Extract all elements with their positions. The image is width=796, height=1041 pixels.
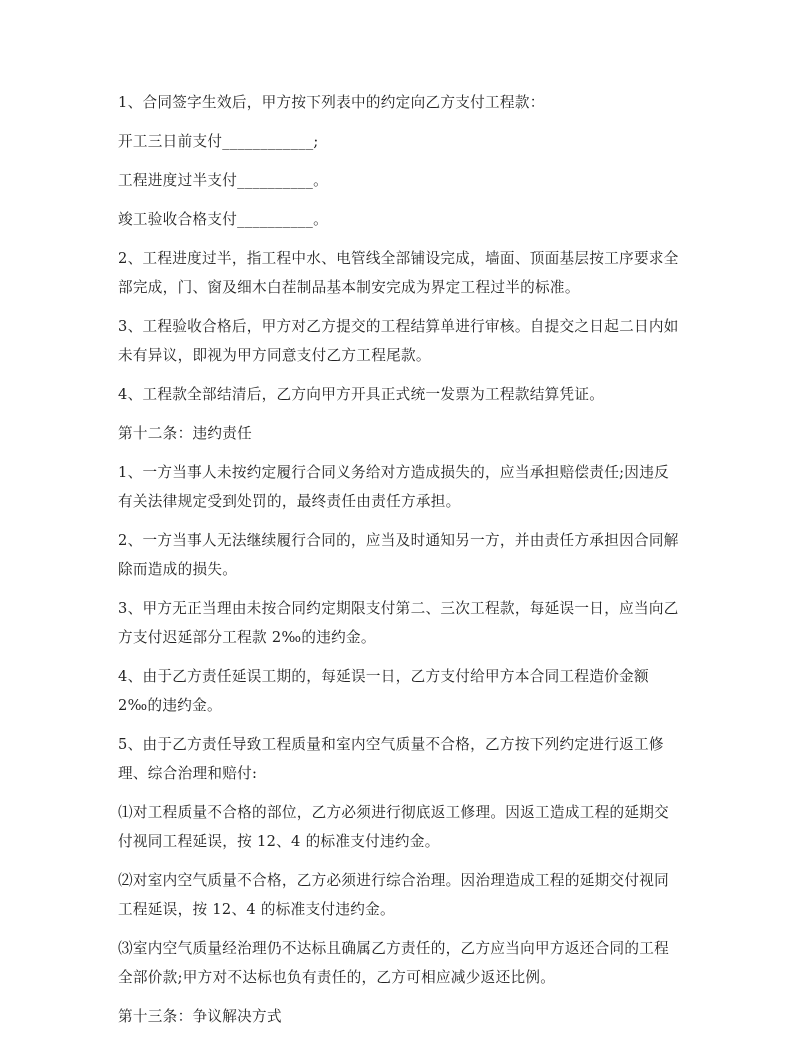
section-heading-12: 第十二条：违约责任	[118, 425, 253, 442]
liability-subclause-1: ⑴对工程质量不合格的部位，乙方必须进行彻底返工修理。因返工造成工程的延期交付视同工程延误，按 12、4 的标准支付违约金。	[118, 804, 670, 850]
liability-subclause-3: ⑶室内空气质量经治理仍不达标且确属乙方责任的，乙方应当向甲方返还合同的工程全部价款;甲方对不达标也负有责任的，乙方可相应减少返还比例。	[118, 940, 670, 986]
payment-clause-3: 3、工程验收合格后，甲方对乙方提交的工程结算单进行审核。自提交之日起二日内如未有异议，即视为甲方同意支付乙方工程尾款。	[118, 318, 679, 364]
liability-clause-5: 5、由于乙方责任导致工程质量和室内空气质量不合格，乙方按下列约定进行返工修理、综合治理和赔付:	[118, 736, 664, 782]
payment-clause-4: 4、工程款全部结清后，乙方向甲方开具正式统一发票为工程款结算凭证。	[118, 386, 605, 403]
payment-completion: 竣工验收合格支付__________。	[118, 211, 329, 228]
section-heading-13: 第十三条：争议解决方式	[118, 1008, 282, 1025]
liability-clause-4: 4、由于乙方责任延误工期的，每延误一日，乙方支付给甲方本合同工程造价金额 2‰的违约金。	[118, 668, 654, 714]
document-page	[118, 88, 683, 1041]
liability-clause-3: 3、甲方无正当理由未按合同约定期限支付第二、三次工程款，每延误一日，应当向乙方支付迟延部分工程款 2‰的违约金。	[118, 600, 679, 646]
liability-clause-1: 1、一方当事人未按约定履行合同义务给对方造成损失的，应当承担赔偿责任;因违反有关法律规定受到处罚的，最终责任由责任方承担。	[118, 464, 669, 510]
payment-clause-1: 1、合同签字生效后，甲方按下列表中的约定向乙方支付工程款：	[118, 94, 545, 111]
payment-clause-2: 2、工程进度过半，指工程中水、电管线全部铺设完成，墙面、顶面基层按工序要求全部完成，门、窗及细木白茬制品基本制安完成为界定工程过半的标准。	[118, 250, 679, 296]
payment-halfway: 工程进度过半支付__________。	[118, 172, 329, 189]
payment-before-start: 开工三日前支付____________;	[118, 133, 319, 150]
liability-subclause-2: ⑵对室内空气质量不合格，乙方必须进行综合治理。因治理造成工程的延期交付视同工程延误，按 12、4 的标准支付违约金。	[118, 872, 670, 918]
liability-clause-2: 2、一方当事人无法继续履行合同的，应当及时通知另一方，并由责任方承担因合同解除而造成的损失。	[118, 532, 679, 578]
